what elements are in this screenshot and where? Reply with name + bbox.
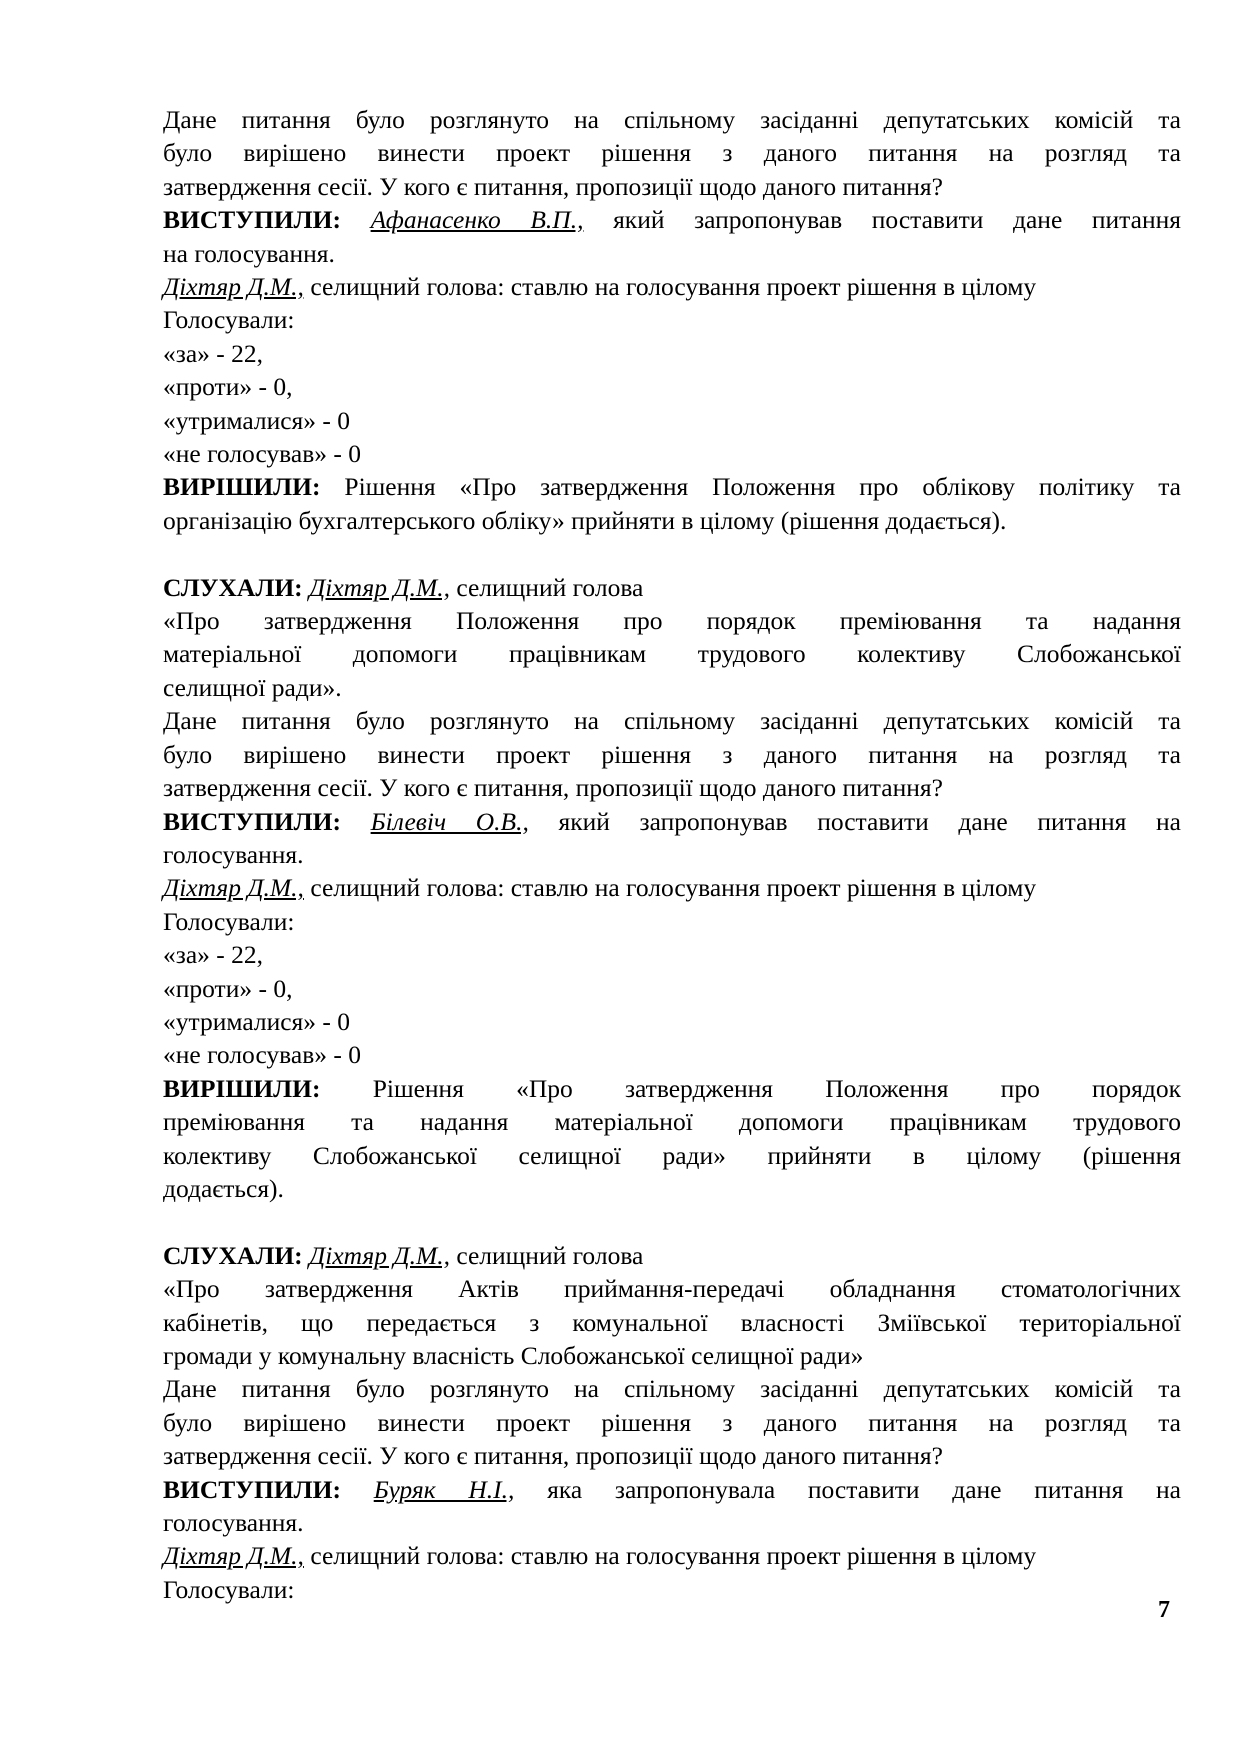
section-label: ВИРІШИЛИ: — [163, 1073, 321, 1103]
text-line — [163, 704, 1181, 737]
text-run: Голосували: — [163, 1574, 295, 1604]
person-name: Діхтяр Д.М., — [309, 1240, 450, 1270]
person-name: Діхтяр Д.М., — [163, 873, 304, 903]
text-run: селищний голова: ставлю на голосування проект рішення в цілому — [303, 272, 1037, 302]
text-line — [163, 871, 1181, 904]
text-run: селищний голова: ставлю на голосування проект рішення в цілому — [303, 873, 1037, 903]
text-run: колективу Слобожанської селищної ради» прийняти в цілому (рішення — [163, 1140, 1181, 1170]
text-line — [163, 1239, 1181, 1272]
text-run: організацію бухгалтерського обліку» прийняти в цілому (рішення додається). — [163, 505, 1007, 535]
text-run: селищний голова — [449, 1240, 644, 1270]
text-run: «Про затвердження Положення про порядок преміювання та надання — [163, 606, 1181, 636]
person-name: Діхтяр Д.М., — [309, 572, 450, 602]
text-run: який запропонував поставити дане питання на — [528, 806, 1181, 836]
text-line — [163, 972, 1181, 1005]
text-line — [163, 1473, 1181, 1506]
paragraph-gap — [163, 537, 1181, 570]
text-run: «за» - 22, — [163, 940, 264, 970]
text-run: затвердження сесії. У кого є питання, пропозиції щодо даного питання? — [163, 171, 943, 201]
text-run: було вирішено винести проект рішення з даного питання на розгляд та — [163, 138, 1181, 168]
text-run: який запропонував поставити дане питання — [583, 205, 1181, 235]
person-name: Білевіч О.В., — [370, 806, 529, 836]
text-run: селищний голова: ставлю на голосування проект рішення в цілому — [303, 1541, 1037, 1571]
document-body — [163, 103, 1181, 1606]
page-number: 7 — [1158, 1597, 1170, 1623]
text-line — [163, 1139, 1181, 1172]
text-run: голосування. — [163, 1508, 304, 1538]
text-run: було вирішено винести проект рішення з даного питання на розгляд та — [163, 1407, 1181, 1437]
text-line — [163, 203, 1181, 236]
text-run: затвердження сесії. У кого є питання, пропозиції щодо даного питання? — [163, 1441, 943, 1471]
text-line — [163, 771, 1181, 804]
text-run: матеріальної допомоги працівникам трудового колективу Слобожанської — [163, 639, 1181, 669]
section-label: ВИСТУПИЛИ: — [163, 806, 341, 836]
person-name: Буряк Н.І., — [373, 1474, 515, 1504]
text-line — [163, 1105, 1181, 1138]
text-line — [163, 1573, 1181, 1606]
text-run: додається). — [163, 1173, 284, 1203]
text-line — [163, 170, 1181, 203]
person-name: Афанасенко В.П., — [370, 205, 584, 235]
text-run: селищної ради». — [163, 672, 342, 702]
text-line — [163, 270, 1181, 303]
text-line — [163, 1439, 1181, 1472]
text-run: «не голосував» - 0 — [163, 439, 361, 469]
text-run: на голосування. — [163, 238, 335, 268]
text-line — [163, 1339, 1181, 1372]
text-line — [163, 504, 1181, 537]
text-run: затвердження сесії. У кого є питання, пропозиції щодо даного питання? — [163, 773, 943, 803]
text-run — [341, 1475, 374, 1504]
text-run — [341, 807, 371, 836]
text-run: преміювання та надання матеріальної допомоги працівникам трудового — [163, 1107, 1181, 1137]
text-run: Рішення «Про затвердження Положення про облікову політику та — [320, 472, 1181, 502]
text-run: «Про затвердження Актів приймання-передачі обладнання стоматологічних — [163, 1274, 1181, 1304]
text-run: «проти» - 0, — [163, 372, 293, 402]
text-line — [163, 1306, 1181, 1339]
text-line — [163, 1172, 1181, 1205]
text-run: було вирішено винести проект рішення з даного питання на розгляд та — [163, 739, 1181, 769]
text-line — [163, 637, 1181, 670]
text-line — [163, 1072, 1181, 1105]
text-run — [341, 205, 371, 234]
text-run: кабінетів, що передається з комунальної власності Зміївської територіальної — [163, 1307, 1181, 1337]
text-line — [163, 805, 1181, 838]
text-line — [163, 404, 1181, 437]
section-label: ВИСТУПИЛИ: — [163, 205, 341, 235]
text-line — [163, 604, 1181, 637]
text-line — [163, 136, 1181, 169]
text-line — [163, 470, 1181, 503]
text-line — [163, 1005, 1181, 1038]
text-line — [163, 1372, 1181, 1405]
text-run: Дане питання було розглянуто на спільному засіданні депутатських комісій та — [163, 1374, 1181, 1404]
text-run: Голосували: — [163, 906, 295, 936]
text-run: Дане питання було розглянуто на спільному засіданні депутатських комісій та — [163, 706, 1181, 736]
text-line — [163, 1038, 1181, 1071]
text-line — [163, 671, 1181, 704]
text-line — [163, 1539, 1181, 1572]
text-line — [163, 738, 1181, 771]
text-line — [163, 905, 1181, 938]
text-run: Дане питання було розглянуто на спільному засіданні депутатських комісій та — [163, 105, 1181, 134]
text-run: голосування. — [163, 839, 304, 869]
text-run: «проти» - 0, — [163, 973, 293, 1003]
text-line — [163, 337, 1181, 370]
text-line — [163, 1406, 1181, 1439]
text-run: «не голосував» - 0 — [163, 1040, 361, 1070]
text-line — [163, 838, 1181, 871]
person-name: Діхтяр Д.М., — [163, 1541, 304, 1571]
text-line — [163, 303, 1181, 336]
text-line — [163, 1506, 1181, 1539]
paragraph-gap — [163, 1205, 1181, 1238]
text-run: Рішення «Про затвердження Положення про порядок — [320, 1073, 1181, 1103]
text-line — [163, 437, 1181, 470]
text-run: громади у комунальну власність Слобожанської селищної ради» — [163, 1341, 864, 1370]
text-run: «утрималися» - 0 — [163, 1006, 351, 1036]
text-line — [163, 571, 1181, 604]
text-line — [163, 370, 1181, 403]
text-run: «утрималися» - 0 — [163, 405, 351, 435]
text-run: селищний голова — [449, 572, 644, 602]
person-name: Діхтяр Д.М., — [163, 272, 304, 302]
text-line — [163, 1272, 1181, 1305]
text-line — [163, 103, 1181, 136]
text-line — [163, 938, 1181, 971]
section-label: ВИРІШИЛИ: — [163, 472, 321, 502]
section-label: СЛУХАЛИ: — [163, 572, 303, 602]
text-run: Голосували: — [163, 305, 295, 335]
text-line — [163, 237, 1181, 270]
text-run: яка запропонувала поставити дане питання на — [514, 1474, 1181, 1504]
section-label: СЛУХАЛИ: — [163, 1240, 303, 1270]
section-label: ВИСТУПИЛИ: — [163, 1474, 341, 1504]
text-run: «за» - 22, — [163, 338, 264, 368]
